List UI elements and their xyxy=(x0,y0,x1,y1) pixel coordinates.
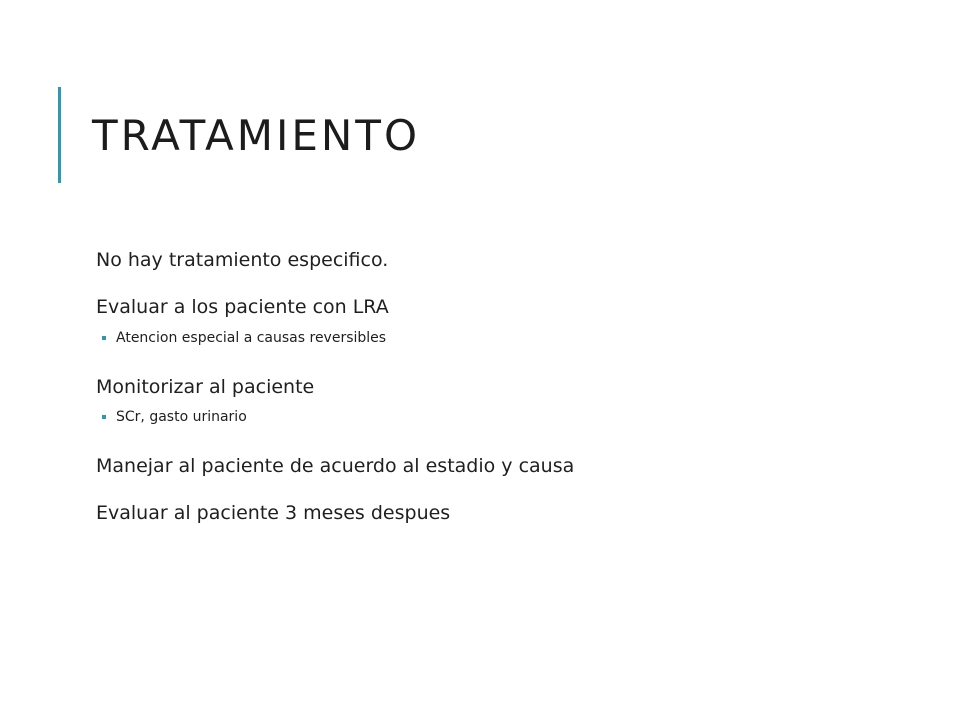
sub-bullet-marker xyxy=(102,336,106,340)
bullet-evaluate-patients: Evaluar a los paciente con LRA xyxy=(96,296,389,318)
sub-bullet-scr-urine: SCr, gasto urinario xyxy=(116,409,247,425)
bullet-monitor-patient: Monitorizar al paciente xyxy=(96,376,315,398)
bullet-no-treatment: No hay tratamiento especifico. xyxy=(96,249,389,271)
bullet-manage-patient: Manejar al paciente de acuerdo al estadio y causa xyxy=(96,455,575,477)
title-accent-bar xyxy=(58,87,61,183)
sub-bullet-reversible-causes: Atencion especial a causas reversibles xyxy=(116,330,387,346)
sub-bullet-marker xyxy=(102,415,106,419)
bullet-follow-up: Evaluar al paciente 3 meses despues xyxy=(96,502,451,524)
slide-title: TRATAMIENTO xyxy=(92,111,421,160)
